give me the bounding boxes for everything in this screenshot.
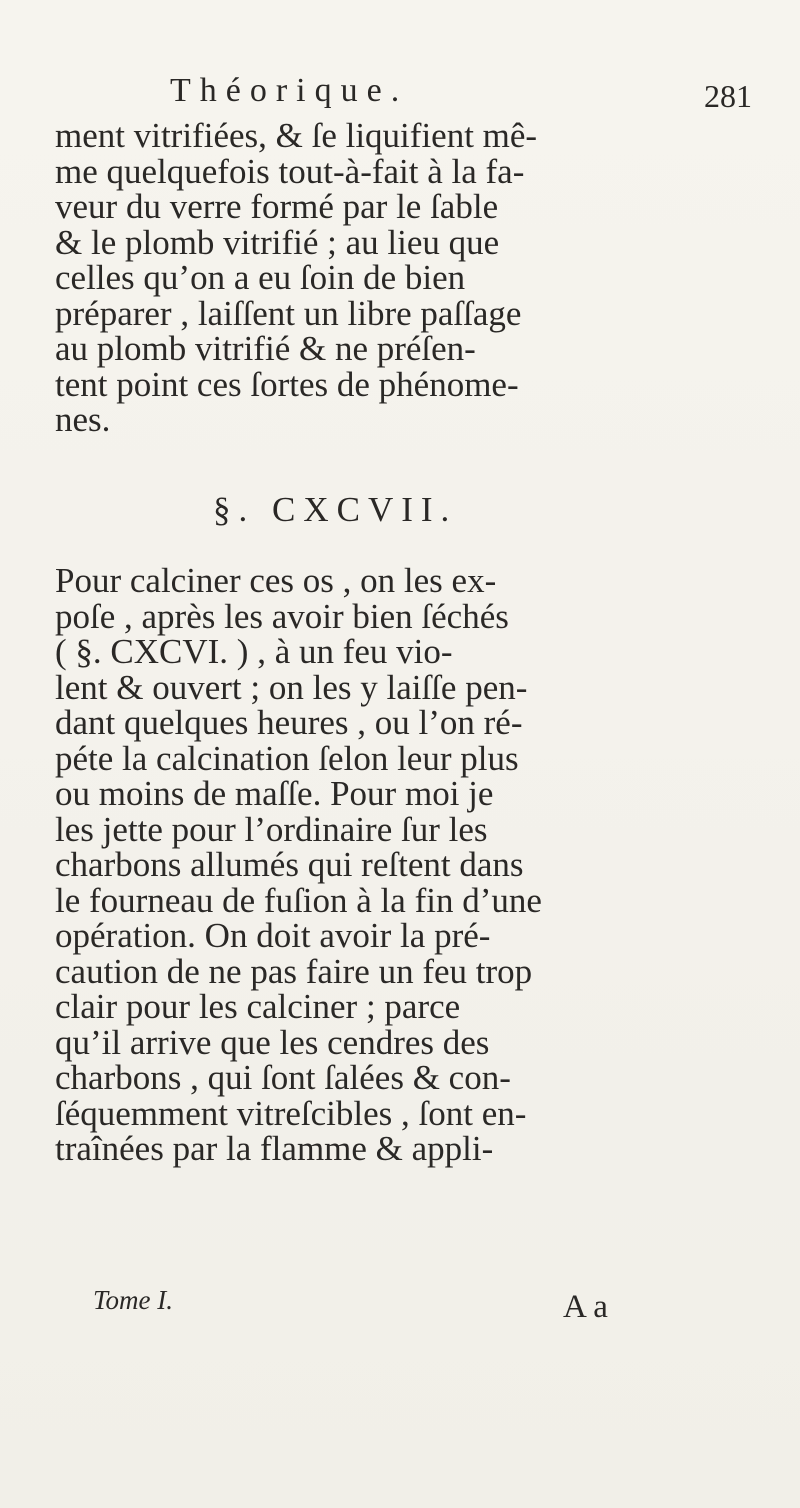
paragraph-calcination: Pour calciner ces os , on les ex- poſe , après les avoir bien ſéchés ( §. CXCVI. ) , à un feu vio- lent & ouvert ; on les y laiſſe pen- dant quelques heures , ou l’on ré- péte la calcination ſelon leur plus ou moins de maſſe. Pour moi je les jette pour l’ordinaire ſur les charbons allumés qui reſtent dans le fourneau de fuſion à la fin d’une opération. On doit avoir la pré- caution de ne pas faire un feu trop clair pour les calciner ; parce qu’il arrive que les cendres des charbons , qui ſont ſalées & con- ſéquemment vitreſcibles , ſont en- traînées par la flamme & appli-	[55, 561, 542, 1168]
running-head: Théorique.	[170, 72, 409, 109]
signature-mark: A a	[563, 1289, 608, 1325]
volume-label: Tome I.	[93, 1285, 174, 1315]
paragraph-continuation: ment vitrifiées, & ſe liquifient mê- me quelquefois tout-à-fait à la fa- veur du verre formé par le ſable & le plomb vitrifié ; au lieu que celles qu’on a eu ſoin de bien préparer , laiſſent un libre paſſage au plomb vitrifié & ne préſen- tent point ces ſortes de phénome- nes.	[55, 116, 538, 439]
page-number: 281	[704, 78, 752, 114]
section-heading: §. CXCVII.	[213, 490, 458, 529]
